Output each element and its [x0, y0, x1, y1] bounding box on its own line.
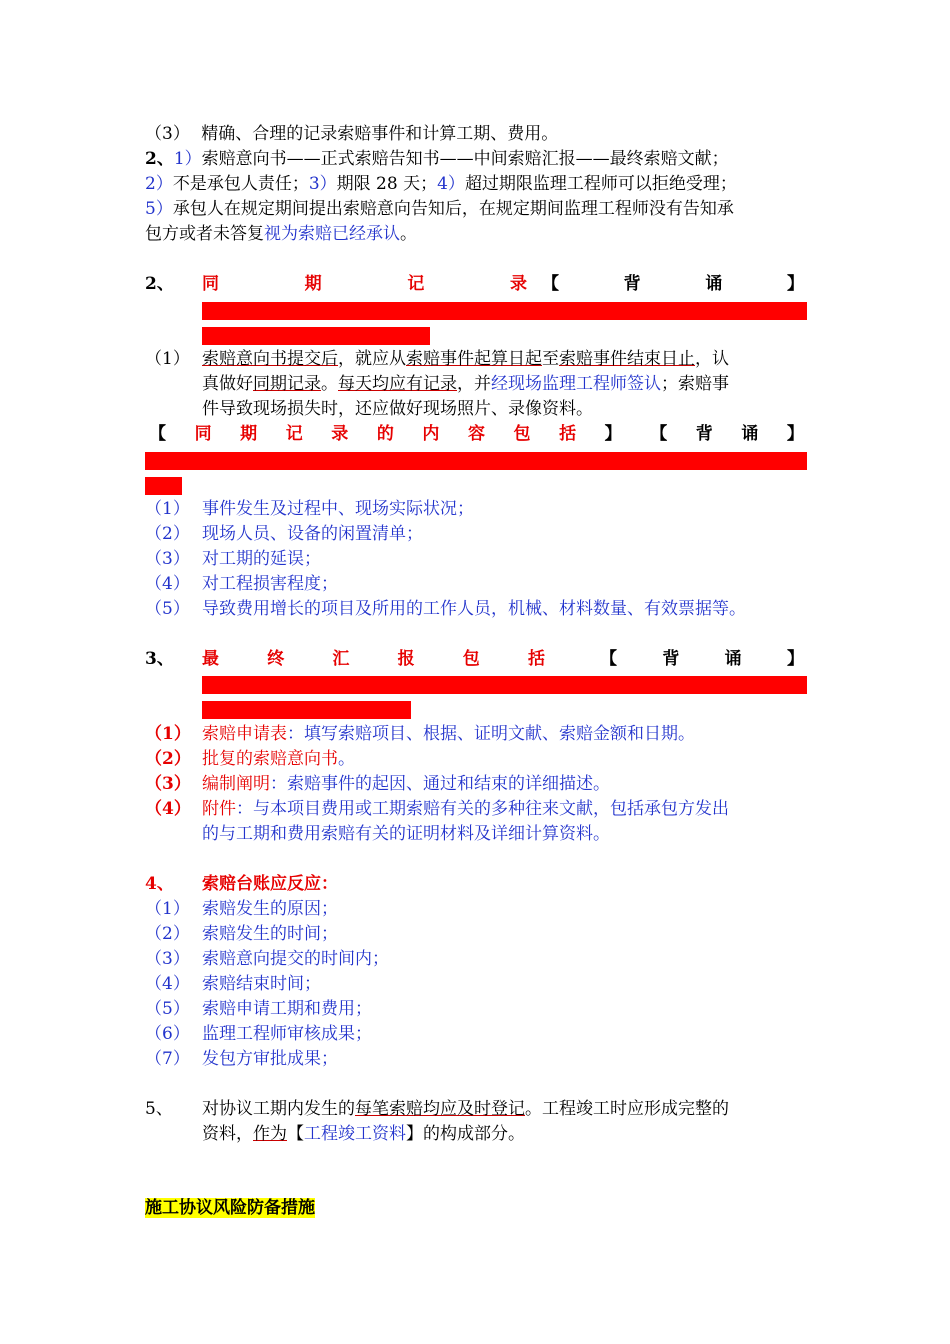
body-text: 真做好 — [202, 374, 253, 394]
body-text: 。 — [321, 374, 338, 394]
section-number: 2、 — [145, 149, 174, 169]
list-item: 监理工程师审核成果； — [202, 1024, 372, 1044]
bracket-char: 】 — [786, 649, 804, 669]
bracket-char: 【 — [542, 274, 559, 294]
list-item: 导致费用增长的项目及所用的工作人员，机械、材料数量、有效票据等。 — [202, 599, 746, 619]
heading-char: 报 — [397, 649, 415, 669]
content-heading — [149, 422, 804, 447]
body-text: 【 — [287, 1124, 304, 1144]
list-item: 索赔意向提交的时间内； — [202, 949, 389, 969]
sub-number: 1） — [173, 149, 202, 169]
report-item — [202, 747, 355, 772]
underlined-text: 索赔事件结束日止 — [559, 349, 695, 369]
intro-text: 超过期限监理工程师可以拒绝受理； — [464, 174, 737, 194]
section-5-line-1 — [202, 1097, 729, 1122]
body-text: ，认 — [695, 349, 729, 369]
section-number: 5、 — [145, 1099, 173, 1119]
section-4-heading: 索赔台账应反应： — [202, 874, 338, 894]
item-number: （1） — [145, 899, 190, 919]
highlighted-heading: 施工协议风险防备措施 — [145, 1198, 315, 1218]
list-item: 发包方审批成果； — [202, 1049, 338, 1069]
item-text: 。 — [338, 749, 355, 769]
report-item — [202, 772, 610, 797]
bracket-char: 诵 — [705, 274, 723, 294]
item-number: （4） — [145, 799, 191, 819]
intro-text: 精确、合理的记录索赔事件和计算工期、费用。 — [201, 124, 559, 144]
heading-char: 终 — [267, 649, 285, 669]
body-text: 。工程竣工时应形成完整的 — [525, 1099, 729, 1119]
heading-char: 记 — [285, 424, 303, 444]
underlined-text: 作为 — [253, 1124, 287, 1144]
item-number: （1） — [145, 349, 190, 369]
heading-char: 括 — [559, 424, 577, 444]
record-line-2 — [202, 372, 729, 397]
bracket-char: 】 — [786, 274, 804, 294]
heading-char: 括 — [527, 649, 545, 669]
item-number: （3） — [145, 949, 190, 969]
item-number: （3） — [145, 774, 191, 794]
report-item — [202, 722, 695, 747]
recite-tag — [542, 272, 804, 297]
section-number: 3、 — [145, 649, 174, 669]
intro-text: 期限 28 天； — [336, 174, 438, 194]
list-item: 对工期的延误； — [202, 549, 321, 569]
heading-char: 包 — [513, 424, 531, 444]
item-number: （2） — [145, 924, 190, 944]
intro-line-3 — [145, 172, 737, 197]
item-number: （3） — [145, 549, 190, 569]
list-item: 索赔申请工期和费用； — [202, 999, 372, 1019]
item-text: ：与本项目费用或工期索赔有关的多种往来文献，包括承包方发出 — [236, 799, 729, 819]
item-text: ：索赔事件的起因、通过和结束的详细描述。 — [270, 774, 610, 794]
intro-text: 。 — [400, 224, 417, 244]
intro-emphasis: 视为索赔已经承认 — [264, 224, 400, 244]
heading-char: 录 — [509, 274, 527, 294]
item-number: （2） — [145, 749, 191, 769]
heading-char: 内 — [422, 424, 440, 444]
recite-tag — [600, 647, 804, 672]
sub-number: 5） — [145, 199, 173, 219]
bracket-char: 诵 — [741, 424, 759, 444]
intro-line-1 — [145, 122, 558, 147]
list-item: 索赔发生的原因； — [202, 899, 338, 919]
item-number: （5） — [145, 999, 190, 1019]
body-text: ，就应从 — [338, 349, 406, 369]
sub-number: 3） — [308, 174, 337, 194]
bracket-char: 诵 — [724, 649, 742, 669]
bracket-char: 】 — [604, 424, 622, 444]
bracket-char: 【 — [600, 649, 617, 669]
intro-line-5 — [145, 222, 417, 247]
body-text: 对协议工期内发生的 — [202, 1099, 355, 1119]
redaction-bar — [145, 452, 807, 470]
intro-text: 不是承包人责任； — [172, 174, 309, 194]
heading-char: 期 — [240, 424, 258, 444]
redaction-bar — [202, 676, 807, 694]
underlined-text: 索赔事件起算日起 — [406, 349, 542, 369]
body-text: 至 — [542, 349, 559, 369]
intro-line-2 — [145, 147, 729, 172]
heading-char: 录 — [331, 424, 349, 444]
intro-text: 承包人在规定期间提出索赔意向告知后，在规定期间监理工程师没有告知承 — [172, 199, 734, 219]
redaction-bar — [202, 302, 807, 320]
list-item: 现场人员、设备的闲置清单； — [202, 524, 423, 544]
underlined-text: 每笔索赔均应及时登记 — [355, 1099, 525, 1119]
item-number: （4） — [145, 574, 190, 594]
item-label: 批复的索赔意向书 — [202, 749, 338, 769]
item-label: 附件 — [202, 799, 236, 819]
heading-char: 期 — [304, 274, 322, 294]
sub-number: 4） — [437, 174, 465, 194]
item-text: ：填写索赔项目、根据、证明文献、索赔金额和日期。 — [287, 724, 695, 744]
redaction-bar — [202, 327, 430, 345]
sub-number: 2） — [145, 174, 173, 194]
report-item — [202, 797, 729, 822]
intro-text: 索赔意向书——正式索赔告知书——中间索赔汇报——最终索赔文献； — [201, 149, 729, 169]
underlined-text: 同期记录 — [253, 374, 321, 394]
underlined-text: 索赔意向书提交后 — [202, 349, 338, 369]
item-number: （2） — [145, 524, 190, 544]
item-number: （7） — [145, 1049, 190, 1069]
section-number: 2、 — [145, 274, 174, 294]
record-line-3: 件导致现场损失时，还应做好现场照片、录像资料。 — [202, 399, 593, 419]
heading-char: 的 — [376, 424, 394, 444]
bracket-char: 背 — [662, 649, 680, 669]
heading-char: 容 — [467, 424, 485, 444]
blue-text: 经现场监理工程师签认 — [491, 374, 661, 394]
heading-char: 记 — [407, 274, 425, 294]
redaction-bar — [145, 477, 182, 495]
heading-char: 包 — [462, 649, 480, 669]
bracket-char: 背 — [623, 274, 641, 294]
list-item: 事件发生及过程中、现场实际状况； — [202, 499, 474, 519]
item-number: （5） — [145, 599, 190, 619]
heading-char: 同 — [194, 424, 212, 444]
item-number: （3） — [145, 124, 190, 144]
heading-char: 最 — [202, 649, 219, 669]
bracket-char: 【 — [149, 424, 166, 444]
body-text: ；索赔事 — [661, 374, 729, 394]
redaction-bar — [202, 701, 411, 719]
record-line-1 — [202, 347, 729, 372]
item-number: （6） — [145, 1024, 190, 1044]
intro-text: 包方或者未答复 — [145, 224, 264, 244]
intro-line-4 — [145, 197, 734, 222]
item-number: （4） — [145, 974, 190, 994]
underlined-text: 每天均应有记录 — [338, 374, 457, 394]
item-label: 编制阐明 — [202, 774, 270, 794]
list-item: 索赔发生的时间； — [202, 924, 338, 944]
body-text: ，并 — [457, 374, 491, 394]
body-text: 】的构成部分。 — [406, 1124, 525, 1144]
item-number: （1） — [145, 724, 191, 744]
section-5-line-2 — [202, 1122, 525, 1147]
list-item: 对工程损害程度； — [202, 574, 338, 594]
item-label: 索赔申请表 — [202, 724, 287, 744]
footer-block — [145, 1196, 315, 1221]
heading-char: 同 — [202, 274, 219, 294]
heading-char: 汇 — [332, 649, 350, 669]
bracket-char: 背 — [695, 424, 713, 444]
list-item: 索赔结束时间； — [202, 974, 321, 994]
section-number: 4、 — [145, 874, 174, 894]
bracket-char: 【 — [650, 424, 668, 444]
blue-text: 工程竣工资料 — [304, 1124, 406, 1144]
body-text: 资料， — [202, 1124, 253, 1144]
bracket-char: 】 — [786, 424, 804, 444]
report-item-continuation: 的与工期和费用索赔有关的证明材料及详细计算资料。 — [202, 824, 610, 844]
section-3-heading — [202, 647, 545, 672]
section-2-heading — [202, 272, 527, 297]
item-number: （1） — [145, 499, 190, 519]
